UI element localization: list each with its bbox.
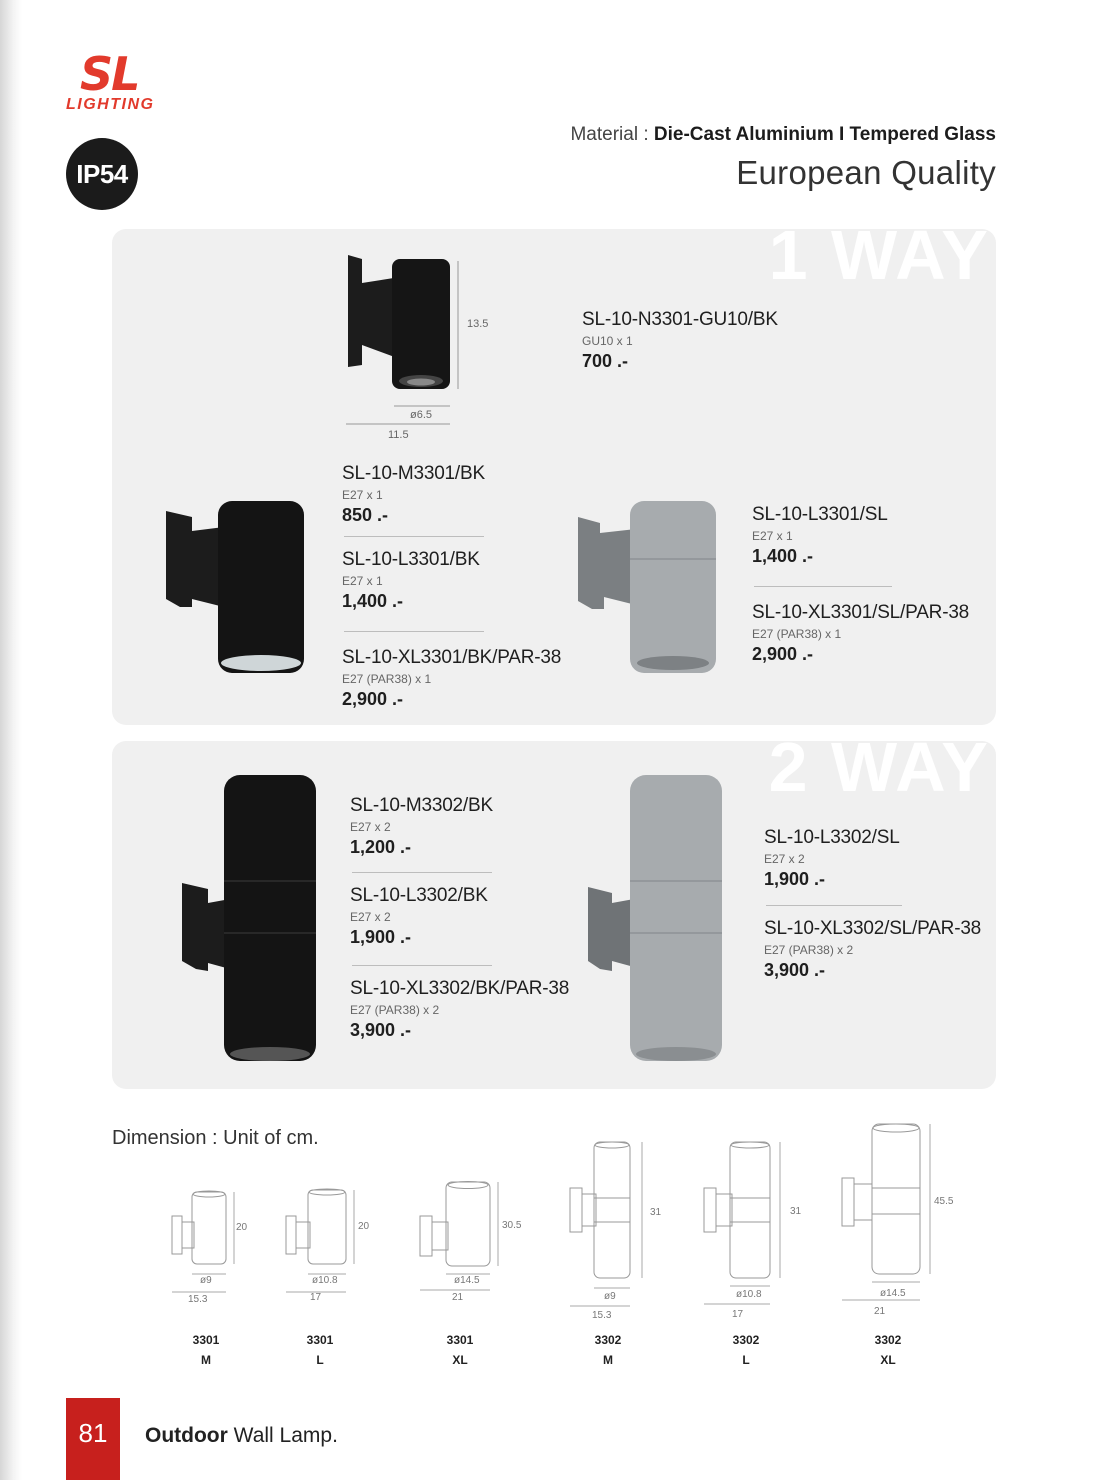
divider (754, 586, 892, 587)
product-m3301-bk (342, 463, 485, 526)
product-spec: E27 x 2 (764, 852, 805, 866)
model-code-3301-m (176, 1330, 236, 1370)
dim-diameter: ø10.8 (312, 1275, 338, 1286)
product-price: 1,200 .- (350, 837, 412, 857)
product-code: SL-10-M3301/BK (342, 463, 485, 484)
product-price: 700 .- (582, 351, 629, 371)
product-code: SL-10-XL3301/SL/PAR-38 (752, 602, 970, 623)
dimension-drawing-3301-m (166, 1182, 256, 1304)
product-code: SL-10-XL3302/BK/PAR-38 (350, 978, 570, 999)
product-spec: E27 x 1 (342, 574, 383, 588)
dim-depth: 21 (452, 1292, 464, 1303)
model-code-3302-m (578, 1330, 638, 1370)
divider (344, 536, 484, 537)
product-code: SL-10-XL3301/BK/PAR-38 (342, 647, 562, 668)
material-value: Die-Cast Aluminium I Tempered Glass (653, 124, 996, 145)
small-lamp-diameter-dim: ø6.5 (410, 409, 433, 421)
product-price: 1,900 .- (350, 927, 412, 947)
product-n3301-gu10-bk (582, 309, 778, 372)
dimension-title: Dimension : Unit of cm. (112, 1127, 319, 1149)
model-code-3301-l (290, 1330, 350, 1370)
page-edge-shadow (0, 0, 22, 1480)
model-series: 3302 (594, 1333, 622, 1347)
product-spec: E27 x 2 (350, 820, 391, 834)
small-lamp-depth-dim: 11.5 (388, 429, 409, 441)
product-xl3302-sl-par38 (764, 918, 981, 981)
footer-title-bold: Outdoor (145, 1424, 228, 1447)
dim-depth: 15.3 (592, 1310, 612, 1321)
product-price: 3,900 .- (350, 1020, 412, 1040)
two-way-watermark: 2 WAY (768, 741, 990, 806)
product-spec: E27 x 1 (752, 529, 793, 543)
silver-two-way-lamp-image (584, 771, 734, 1067)
dim-diameter: ø14.5 (454, 1275, 480, 1286)
page-number: 81 (66, 1398, 120, 1480)
model-series: 3301 (306, 1333, 334, 1347)
divider (352, 872, 492, 873)
product-spec: E27 x 1 (342, 488, 383, 502)
dim-diameter: ø10.8 (736, 1289, 762, 1300)
dim-depth: 15.3 (188, 1294, 208, 1304)
divider (352, 965, 492, 966)
black-one-way-lamp-image (162, 497, 312, 677)
product-xl3301-sl-par38 (752, 602, 969, 665)
one-way-watermark: 1 WAY (768, 229, 990, 294)
dim-diameter: ø9 (200, 1275, 212, 1286)
product-price: 850 .- (342, 505, 389, 525)
product-price: 1,900 .- (764, 869, 826, 889)
divider (766, 905, 902, 906)
product-price: 1,400 .- (752, 546, 814, 566)
two-way-panel (112, 741, 996, 1089)
dimension-drawing-3301-xl (414, 1176, 534, 1304)
ip-rating-badge: IP54 (66, 138, 138, 210)
model-size: L (742, 1353, 750, 1367)
dim-height: 31 (790, 1206, 802, 1217)
footer-title (145, 1424, 338, 1448)
sl-lighting-logo (62, 47, 172, 120)
product-xl3301-bk-par38 (342, 647, 561, 710)
model-size: XL (452, 1353, 468, 1367)
product-spec: GU10 x 1 (582, 334, 633, 348)
model-series: 3301 (446, 1333, 474, 1347)
dim-depth: 17 (310, 1292, 322, 1303)
product-code: SL-10-L3302/SL (764, 827, 900, 848)
dimension-drawing-3302-m (564, 1136, 674, 1324)
dim-height: 45.5 (934, 1196, 954, 1207)
model-size: M (201, 1353, 211, 1367)
product-code: SL-10-XL3302/SL/PAR-38 (764, 918, 982, 939)
product-l3301-sl (752, 504, 888, 567)
material-label: Material : (570, 124, 649, 145)
product-price: 2,900 .- (342, 689, 404, 709)
product-price: 2,900 .- (752, 644, 814, 664)
product-code: SL-10-N3301-GU10/BK (582, 309, 778, 330)
quality-heading: European Quality (736, 154, 996, 191)
product-spec: E27 x 2 (350, 910, 391, 924)
dim-height: 31 (650, 1207, 662, 1218)
model-code-3301-xl (430, 1330, 490, 1370)
silver-one-way-lamp-image (574, 497, 724, 677)
dim-height: 20 (236, 1222, 248, 1233)
model-code-3302-xl (858, 1330, 918, 1370)
dim-depth: 17 (732, 1309, 744, 1320)
dim-diameter: ø14.5 (880, 1288, 906, 1299)
model-size: M (603, 1353, 613, 1367)
product-code: SL-10-L3301/BK (342, 549, 480, 570)
product-price: 1,400 .- (342, 591, 404, 611)
dim-diameter: ø9 (604, 1291, 616, 1302)
logo-text: LIGHTING (66, 96, 155, 113)
model-series: 3302 (732, 1333, 760, 1347)
product-code: SL-10-L3302/BK (350, 885, 488, 906)
product-l3302-bk (350, 885, 488, 948)
small-lamp-height-dim: 13.5 (467, 318, 489, 330)
product-m3302-bk (350, 795, 493, 858)
product-spec: E27 (PAR38) x 1 (752, 627, 842, 641)
product-price: 3,900 .- (764, 960, 826, 980)
model-size: XL (880, 1353, 896, 1367)
one-way-panel (112, 229, 996, 725)
dim-height: 20 (358, 1221, 370, 1232)
footer-title-rest: Wall Lamp. (227, 1424, 338, 1447)
product-l3301-bk (342, 549, 480, 612)
material-line (570, 124, 996, 146)
dimension-drawing-3302-xl (836, 1120, 966, 1320)
model-series: 3302 (874, 1333, 902, 1347)
logo-mark: SL (80, 47, 139, 101)
dimension-drawing-3301-l (280, 1182, 380, 1304)
dim-height: 30.5 (502, 1220, 522, 1231)
divider (344, 631, 484, 632)
product-xl3302-bk-par38 (350, 978, 569, 1041)
model-code-3302-l (716, 1330, 776, 1370)
product-spec: E27 (PAR38) x 2 (350, 1003, 440, 1017)
product-spec: E27 (PAR38) x 2 (764, 943, 854, 957)
model-series: 3301 (192, 1333, 220, 1347)
dim-depth: 21 (874, 1306, 886, 1317)
product-code: SL-10-L3301/SL (752, 504, 888, 525)
product-spec: E27 (PAR38) x 1 (342, 672, 432, 686)
model-size: L (316, 1353, 324, 1367)
black-two-way-lamp-image (178, 771, 328, 1067)
product-l3302-sl (764, 827, 900, 890)
dimension-drawing-3302-l (698, 1136, 808, 1324)
product-code: SL-10-M3302/BK (350, 795, 493, 816)
